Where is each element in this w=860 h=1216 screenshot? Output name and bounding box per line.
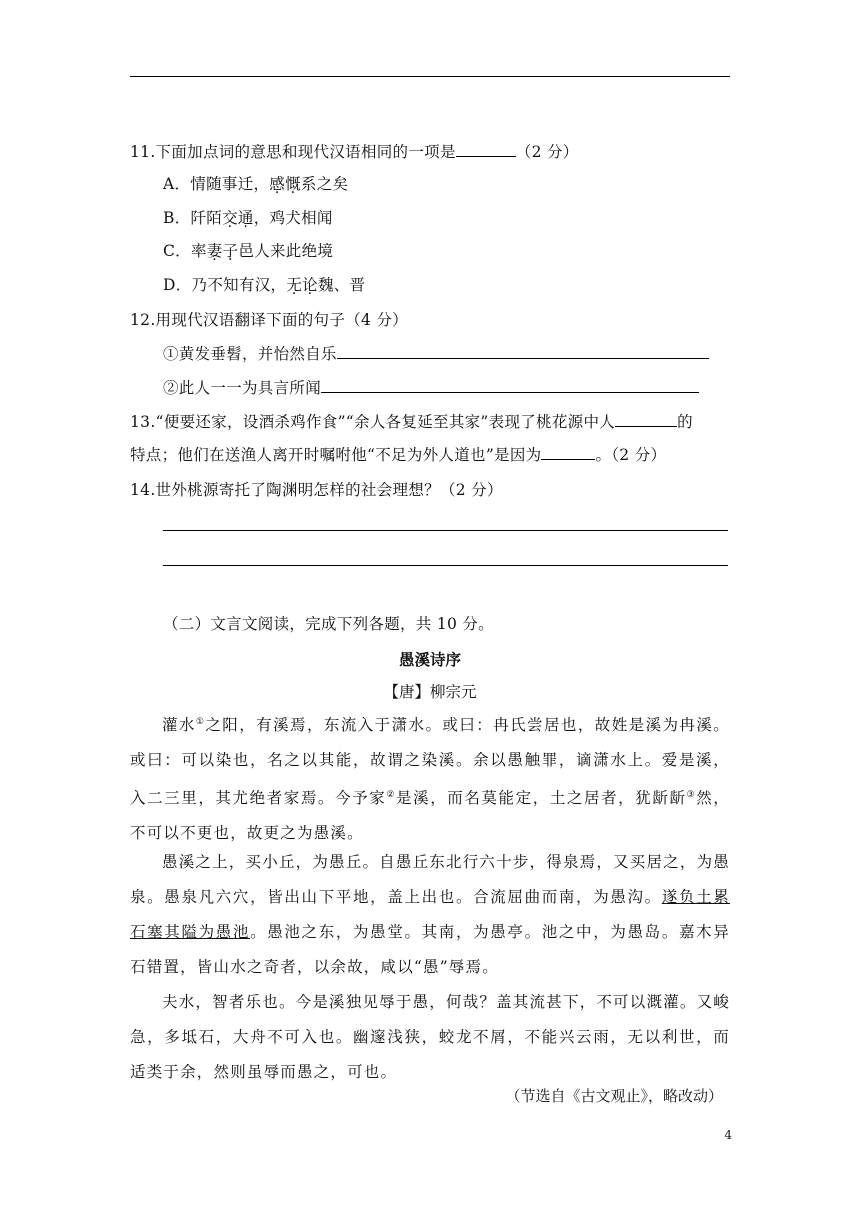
answer-blank[interactable] bbox=[337, 342, 709, 359]
source-citation: （节选自《古文观止》，略改动） bbox=[505, 1087, 723, 1105]
question-11: 11.下面加点词的意思和现代汉语相同的一项是 （2 分） bbox=[130, 140, 579, 164]
answer-line[interactable] bbox=[163, 530, 728, 531]
question-13-line2: 特点；他们在送渔人离开时嘱咐他“不足为外人道也”是因为 。（2 分） bbox=[130, 443, 666, 467]
emphasis-char: 慨 bbox=[285, 175, 301, 193]
answer-blank[interactable] bbox=[541, 443, 595, 460]
emphasis-char: 感 bbox=[269, 175, 286, 193]
author-line: 【唐】柳宗元 bbox=[383, 683, 477, 701]
question-12: 12.用现代汉语翻译下面的句子（4 分） bbox=[130, 311, 408, 329]
footnote-marker: ③ bbox=[686, 790, 697, 801]
answer-blank[interactable] bbox=[615, 410, 677, 427]
emphasis-char: 通 bbox=[237, 209, 254, 227]
passage-paragraph-1: 灌水①之阳，有溪焉，东流入于潇水。或曰：冉氏尝居也，故姓是溪为冉溪。或曰：可以染也，名之以其能，故谓之染溪。余以愚触罪，谪潇水上。爱是溪，入二三里，其尤绝者家焉。今予家②是溪，而名莫能定，土之居者，犹龂龂③然，不可以不更也，故更之为愚溪。 bbox=[130, 716, 730, 843]
option-d: D．乃不知有汉，无论魏、晋 bbox=[163, 276, 366, 294]
underlined-sentence: 遂负土累石塞其隘为愚池 bbox=[130, 888, 730, 941]
option-c: C．率妻子邑人来此绝境 bbox=[163, 242, 334, 260]
option-a: A．情随事迁，感慨系之矣 bbox=[163, 175, 349, 193]
footnote-marker: ② bbox=[386, 790, 397, 801]
section-heading: （二）文言文阅读，完成下列各题，共 10 分。 bbox=[163, 615, 494, 633]
footnote-marker: ① bbox=[195, 717, 206, 727]
dotted-word bbox=[222, 209, 254, 227]
passage-paragraph-2: 愚溪之上，买小丘，为愚丘。自愚丘东北行六十步，得泉焉，又买居之，为愚泉。愚泉凡六穴，皆出山下平地，盖上出也。合流屈曲而南，为愚沟。遂负土累石塞其隘为愚池。愚池之东，为愚堂。其南，为愚亭。池之中，为愚岛。嘉木异石错置，皆山水之奇者，以余故，咸以“愚”辱焉。 bbox=[130, 853, 730, 976]
emphasis-char: 妻 bbox=[206, 242, 223, 260]
page-number: 4 bbox=[724, 1128, 732, 1142]
dotted-word bbox=[269, 175, 301, 193]
option-b: B．阡陌交通，鸡犬相闻 bbox=[163, 209, 333, 227]
answer-line[interactable] bbox=[163, 565, 728, 566]
header-rule bbox=[130, 76, 730, 77]
translation-1: ①黄发垂髫，并怡然自乐 bbox=[163, 342, 709, 366]
poem-title: 愚溪诗序 bbox=[398, 651, 461, 669]
emphasis-char: 无 bbox=[286, 276, 303, 294]
answer-blank[interactable] bbox=[456, 140, 516, 157]
emphasis-char: 交 bbox=[222, 209, 238, 227]
question-14: 14.世外桃源寄托了陶渊明怎样的社会理想？（2 分） bbox=[130, 481, 503, 499]
answer-blank[interactable] bbox=[321, 376, 699, 393]
emphasis-char: 子 bbox=[222, 242, 239, 260]
passage-paragraph-3: 夫水，智者乐也。今是溪独见辱于愚，何哉？盖其流甚下，不可以溉灌。又峻急，多坻石，大舟不可入也。幽邃浅狭，蛟龙不屑，不能兴云雨，无以利世，而适类于余，然则虽辱而愚之，可也。 bbox=[130, 993, 730, 1081]
dotted-word bbox=[286, 276, 318, 294]
emphasis-char: 论 bbox=[302, 276, 318, 294]
question-13-line1: 13.“便要还家，设酒杀鸡作食”“余人各复延至其家”表现了桃花源中人 的 bbox=[130, 410, 693, 434]
dotted-word bbox=[207, 242, 239, 260]
translation-2: ②此人一一为具言所闻 bbox=[163, 376, 699, 400]
